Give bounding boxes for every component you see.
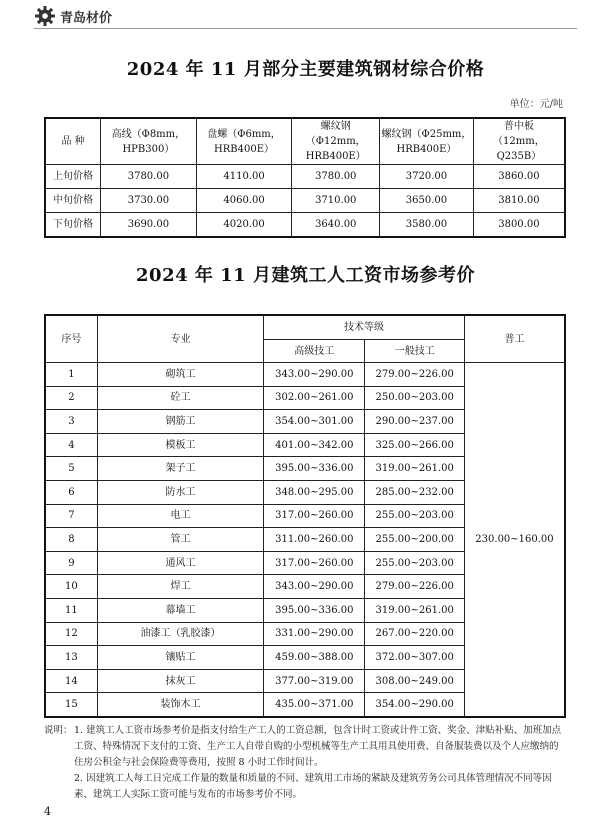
labor-cell: 通风工	[97, 551, 263, 575]
labor-cell: 14	[45, 669, 97, 693]
labor-cell: 8	[45, 528, 97, 552]
labor-cell: 管工	[97, 528, 263, 552]
labor-cell: 11	[45, 598, 97, 622]
steel-cell: 3780.00	[292, 165, 380, 189]
labor-header-general: 一般技工	[365, 340, 465, 363]
steel-cell: 上旬价格	[45, 165, 101, 189]
steel-header-cell: 螺纹钢（Φ25mm， HRB400E）	[380, 118, 474, 165]
labor-cell: 6	[45, 480, 97, 504]
labor-cell: 装饰木工	[97, 693, 263, 717]
header-divider	[34, 28, 577, 29]
page-number: 4	[44, 805, 51, 818]
labor-cell: 架子工	[97, 457, 263, 481]
labor-cell: 4	[45, 433, 97, 457]
steel-header-cell: 普中板 （12mm，Q235B）	[473, 118, 565, 165]
labor-cell: 焊工	[97, 575, 263, 599]
steel-cell: 4020.00	[196, 213, 292, 238]
labor-cell: 15	[45, 693, 97, 717]
steel-header-cell: 品 种	[45, 118, 101, 165]
labor-cell: 401.00~342.00	[264, 433, 365, 457]
labor-cell: 317.00~260.00	[264, 551, 365, 575]
steel-cell: 3650.00	[380, 189, 474, 213]
labor-cell: 348.00~295.00	[264, 480, 365, 504]
steel-cell: 3800.00	[473, 213, 565, 238]
labor-cell: 12	[45, 622, 97, 646]
steel-header-row	[45, 118, 565, 165]
labor-cell: 镶贴工	[97, 646, 263, 670]
labor-cell: 5	[45, 457, 97, 481]
steel-cell: 3580.00	[380, 213, 474, 238]
labor-cell: 285.00~232.00	[365, 480, 465, 504]
labor-cell: 343.00~290.00	[264, 575, 365, 599]
steel-cell: 3780.00	[101, 165, 197, 189]
labor-common-value: 230.00~160.00	[464, 363, 565, 717]
labor-header-senior: 高级技工	[264, 340, 365, 363]
labor-cell: 255.00~200.00	[365, 528, 465, 552]
steel-title: 2024 年 11 月部分主要建筑钢材综合价格	[126, 59, 485, 80]
labor-cell: 255.00~203.00	[365, 551, 465, 575]
steel-header-cell: 螺纹钢（Φ12mm， HRB400E）	[292, 118, 380, 165]
labor-header-trade: 专业	[97, 315, 263, 363]
labor-title: 2024 年 11 月建筑工人工资市场参考价	[136, 265, 475, 286]
labor-header-grade: 技术等级	[264, 315, 465, 340]
steel-cell: 4110.00	[196, 165, 292, 189]
labor-cell: 319.00~261.00	[365, 598, 465, 622]
steel-row	[45, 189, 565, 213]
steel-cell: 3810.00	[473, 189, 565, 213]
labor-wage-table	[44, 314, 566, 718]
notes-label: 说明：	[44, 725, 73, 736]
labor-header-seq: 序号	[45, 315, 97, 363]
labor-cell: 9	[45, 551, 97, 575]
steel-cell: 3710.00	[292, 189, 380, 213]
labor-cell: 354.00~290.00	[365, 693, 465, 717]
steel-row	[45, 213, 565, 238]
labor-cell: 模板工	[97, 433, 263, 457]
labor-cell: 250.00~203.00	[365, 386, 465, 410]
labor-cell: 435.00~371.00	[264, 693, 365, 717]
labor-cell: 电工	[97, 504, 263, 528]
steel-header-cell: 盘螺（Φ6mm， HRB400E）	[196, 118, 292, 165]
labor-cell: 钢筋工	[97, 410, 263, 434]
labor-cell: 7	[45, 504, 97, 528]
labor-cell: 395.00~336.00	[264, 457, 365, 481]
steel-header-cell: 高线（Φ8mm， HPB300）	[101, 118, 197, 165]
steel-price-table	[44, 117, 566, 238]
steel-cell: 3720.00	[380, 165, 474, 189]
labor-cell: 325.00~266.00	[365, 433, 465, 457]
gear-icon	[34, 5, 56, 27]
labor-cell: 砼工	[97, 386, 263, 410]
steel-cell: 3860.00	[473, 165, 565, 189]
labor-cell: 3	[45, 410, 97, 434]
labor-cell: 255.00~203.00	[365, 504, 465, 528]
labor-cell: 砌筑工	[97, 363, 263, 387]
labor-row	[45, 363, 565, 387]
steel-cell: 下旬价格	[45, 213, 101, 238]
steel-cell: 3640.00	[292, 213, 380, 238]
note-item: 1. 建筑工人工资市场参考价是指支付给生产工人的工资总额，包含计时工资或计件工资、奖金、津贴补贴、加班加点工资、特殊情况下支付的工资、生产工人自带自购的小型机械等生产工具用具使用费、自备服装费以及个人应缴纳的住房公积金与社会保险费等费用，按照 8 小时工作时间计。	[74, 725, 562, 768]
labor-cell: 279.00~226.00	[365, 575, 465, 599]
steel-unit: 单位：元/吨	[509, 99, 563, 110]
labor-cell: 395.00~336.00	[264, 598, 365, 622]
steel-cell: 3690.00	[101, 213, 197, 238]
labor-cell: 279.00~226.00	[365, 363, 465, 387]
labor-cell: 防水工	[97, 480, 263, 504]
labor-cell: 311.00~260.00	[264, 528, 365, 552]
labor-cell: 377.00~319.00	[264, 669, 365, 693]
labor-cell: 331.00~290.00	[264, 622, 365, 646]
labor-cell: 343.00~290.00	[264, 363, 365, 387]
labor-cell: 2	[45, 386, 97, 410]
steel-cell: 4060.00	[196, 189, 292, 213]
labor-cell: 267.00~220.00	[365, 622, 465, 646]
labor-cell: 354.00~301.00	[264, 410, 365, 434]
labor-cell: 317.00~260.00	[264, 504, 365, 528]
labor-cell: 302.00~261.00	[264, 386, 365, 410]
labor-header-common: 普工	[464, 315, 565, 363]
labor-cell: 13	[45, 646, 97, 670]
note-item: 2. 因建筑工人每工日完成工作量的数量和质量的不同、建筑用工市场的紧缺及建筑劳务公司具体管理情况不同等因素，建筑工人实际工资可能与发布的市场参考价不同。	[74, 773, 552, 800]
labor-cell: 幕墙工	[97, 598, 263, 622]
labor-cell: 1	[45, 363, 97, 387]
labor-cell: 290.00~237.00	[365, 410, 465, 434]
labor-header-row	[45, 315, 565, 340]
labor-cell: 308.00~249.00	[365, 669, 465, 693]
steel-row	[45, 165, 565, 189]
labor-cell: 459.00~388.00	[264, 646, 365, 670]
steel-cell: 中旬价格	[45, 189, 101, 213]
page-header	[0, 0, 611, 30]
brand-title: 青岛材价	[60, 11, 113, 26]
labor-cell: 319.00~261.00	[365, 457, 465, 481]
notes-block	[44, 723, 566, 803]
labor-cell: 油漆工（乳胶漆）	[97, 622, 263, 646]
steel-cell: 3730.00	[101, 189, 197, 213]
labor-cell: 抹灰工	[97, 669, 263, 693]
labor-cell: 372.00~307.00	[365, 646, 465, 670]
labor-cell: 10	[45, 575, 97, 599]
